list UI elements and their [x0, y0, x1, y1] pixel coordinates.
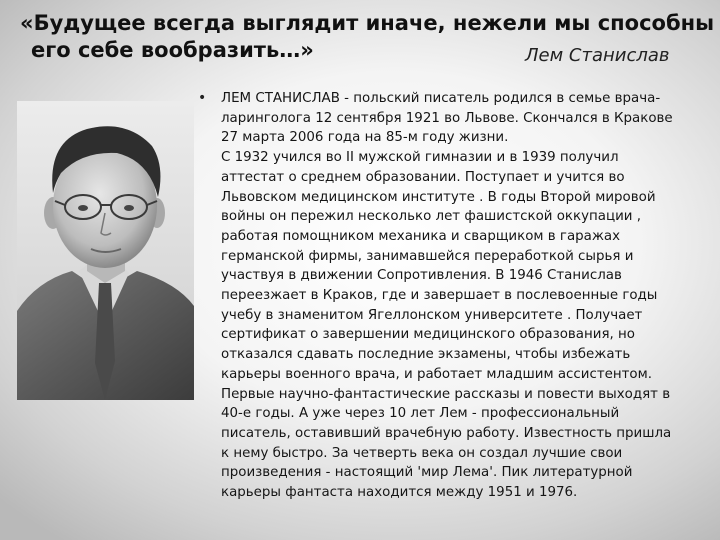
- portrait-photo: [17, 101, 194, 400]
- bio-line: 27 марта 2006 года на 85-м году жизни.: [221, 130, 509, 146]
- bio-line: отказался сдавать последние экзамены, чтобы избежать: [221, 347, 631, 363]
- quote-line-2: его себе вообразить…»: [31, 38, 314, 62]
- bio-line: 40-е годы. А уже через 10 лет Лем - профессиональный: [221, 406, 620, 422]
- bio-line: учебу в знаменитом Ягеллонском университете . Получает: [221, 307, 643, 323]
- bio-line: ЛЕМ СТАНИСЛАВ - польский писатель родился в семье врача-: [221, 91, 661, 106]
- bio-line: произведения - настоящий 'мир Лема'. Пик литературной: [221, 465, 633, 481]
- bullet-marker: •: [198, 90, 207, 106]
- bio-line: германской фирмы, занимавшейся переработкой сырья и: [221, 248, 634, 264]
- quote-line-1: «Будущее всегда выглядит иначе, нежели мы способны: [20, 11, 715, 35]
- bio-line: Первые научно-фантастические рассказы и повести выходят в: [221, 386, 671, 402]
- bio-line: сертификат о завершении медицинского образования, но: [221, 327, 635, 343]
- biography-text: [221, 89, 713, 503]
- bio-line: Львовском медицинском институте . В годы Второй мировой: [221, 189, 656, 205]
- bio-line: участвуя в движении Сопротивления. В 1946 Станислав: [221, 268, 622, 284]
- bio-line: ларинголога 12 сентября 1921 во Львове. Скончался в Кракове: [221, 110, 673, 126]
- bio-line: аттестат о среднем образовании. Поступает и учится во: [221, 169, 625, 185]
- bio-line: переезжает в Краков, где и завершает в послевоенные годы: [221, 288, 658, 304]
- bio-line: писатель, оставивший врачебную работу. Известность пришла: [221, 425, 672, 441]
- bio-line: карьеры военного врача, и работает младшим ассистентом.: [221, 366, 652, 382]
- portrait-photo-icon: [17, 101, 194, 400]
- bio-line: войны он пережил несколько лет фашистской оккупации ,: [221, 209, 642, 225]
- bio-line: карьеры фантаста находится между 1951 и 1976.: [221, 485, 578, 501]
- quote-author: Лем Станислав: [525, 45, 670, 66]
- bio-line: работая помощником механика и сварщиком в гаражах: [221, 228, 621, 244]
- bio-line: С 1932 учился во II мужской гимназии и в 1939 получил: [221, 150, 619, 166]
- bio-line: к нему быстро. За четверть века он создал лучшие свои: [221, 445, 623, 461]
